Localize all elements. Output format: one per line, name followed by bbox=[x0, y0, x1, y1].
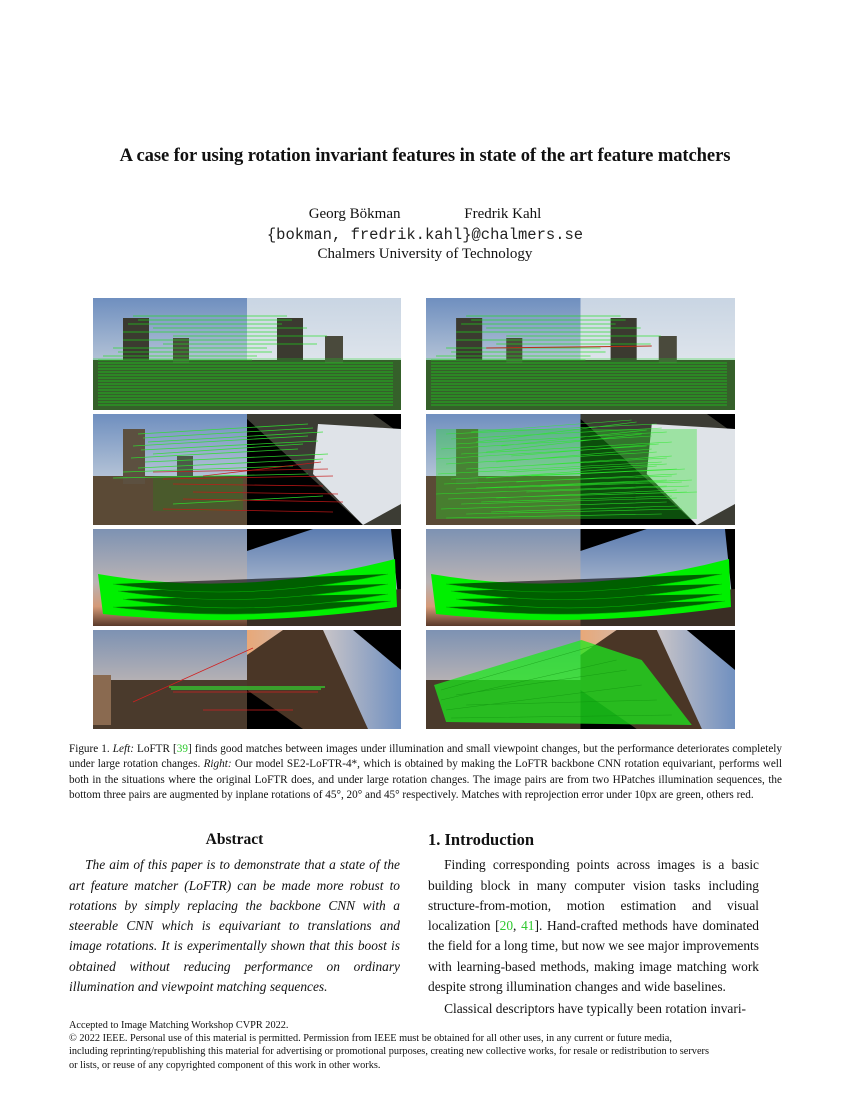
figure-panel-row1-se2loftr bbox=[426, 298, 735, 410]
caption-text: Our model SE2-LoFTR-4*, which is obtained by making the LoFTR backbone CNN rotation equivariant, performs well both in the situations where the original LoFTR does, and under large rotation changes. The image pairs are from two HPatches illumination sequences, the bottom three pairs are augmented by inplane rotations of 45°, 20° and 45° respectively. Matches with reprojection error under 10px are green, others red. bbox=[69, 758, 782, 802]
section-heading-introduction: 1. Introduction bbox=[428, 830, 535, 849]
caption-text: ] finds good matches between images under illumination and small viewpoint changes, but the performance deteriorates completely under large rotation changes. bbox=[69, 743, 783, 771]
figure-panel-row1-loftr bbox=[93, 298, 401, 410]
caption-text: LoFTR [ bbox=[133, 743, 177, 755]
figure-panel-row4-loftr bbox=[93, 630, 401, 729]
copyright-footer bbox=[69, 1019, 782, 1072]
acceptance-note: Accepted to Image Matching Workshop CVPR 2022. bbox=[69, 1020, 289, 1031]
paper-title: A case for using rotation invariant features in state of the art feature matchers bbox=[119, 145, 731, 166]
figure-label: Figure 1. bbox=[69, 743, 110, 755]
paragraph-text: , bbox=[513, 918, 522, 934]
figure-panel-row3-loftr bbox=[93, 529, 401, 626]
author-email: {bokman, fredrik.kahl}@chalmers.se bbox=[266, 226, 584, 244]
author-name: Georg Bökman bbox=[308, 206, 401, 222]
caption-left-label: Left: bbox=[112, 743, 134, 755]
paragraph-text: ]. Hand-crafted methods have dominated the field for a long time, but now we see major improvements with learning-based methods, making image matching work despite strong illumination changes and wide baselines. bbox=[428, 918, 759, 995]
intro-paragraph-2: Classical descriptors have typically been rotation invari- bbox=[444, 1001, 747, 1017]
caption-right-label: Right: bbox=[203, 758, 232, 771]
figure-panel-row3-se2loftr bbox=[426, 529, 735, 626]
figure-caption bbox=[69, 742, 782, 804]
figure-panel-row2-se2loftr bbox=[426, 414, 735, 525]
abstract-column bbox=[69, 830, 400, 997]
copyright-line: © 2022 IEEE. Personal use of this material is permitted. Permission from IEEE must be obtained for all other uses, in any current or future media, bbox=[69, 1033, 672, 1045]
copyright-line: including reprinting/republishing this material for advertising or promotional purposes, creating new collective works, for resale or redistribution to servers bbox=[69, 1046, 709, 1058]
abstract-heading: Abstract bbox=[205, 831, 264, 848]
author-list bbox=[0, 206, 850, 223]
citation-link[interactable]: 20 bbox=[499, 918, 514, 934]
figure-panel-row2-loftr bbox=[93, 414, 401, 525]
citation-link[interactable]: 39 bbox=[176, 743, 188, 755]
abstract-body: The aim of this paper is to demonstrate that a state of the art feature matcher (LoFTR) can be made more robust to rotations by simply replacing the backbone CNN with a steerable CNN which is equivariant to translations and image rotations. It is experimentally shown that this boost is obtained without reducing performance on ordinary illumination and viewpoint matching sequences. bbox=[69, 857, 400, 995]
intro-paragraph-1 bbox=[428, 855, 759, 997]
paragraph-text: Finding corresponding points across images is a basic building block in many computer vision tasks including structure-from-motion, motion estimation and visual localization [ bbox=[428, 857, 759, 934]
figure-panel-row4-se2loftr bbox=[426, 630, 735, 729]
figure-1 bbox=[93, 298, 735, 729]
introduction-column bbox=[428, 830, 759, 1020]
citation-link[interactable]: 41 bbox=[521, 918, 535, 934]
author-affiliation: Chalmers University of Technology bbox=[317, 246, 533, 262]
copyright-line: or lists, or reuse of any copyrighted component of this work in other works. bbox=[69, 1059, 381, 1071]
author-name: Fredrik Kahl bbox=[464, 206, 542, 222]
